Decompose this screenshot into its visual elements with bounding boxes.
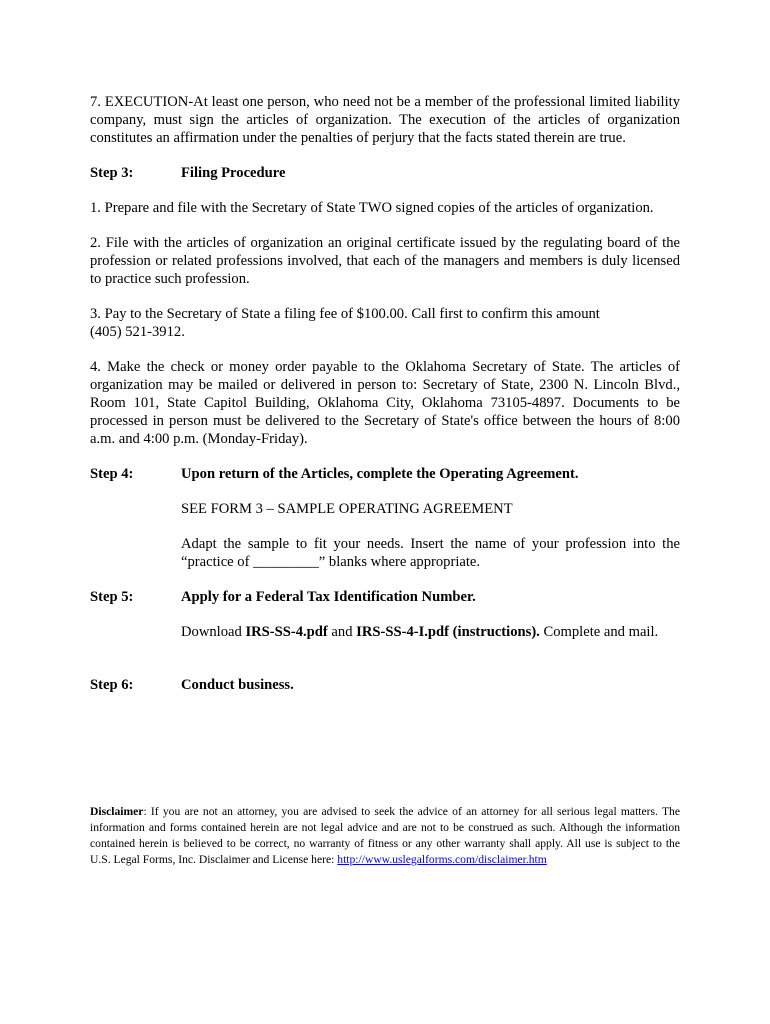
step4-adapt: Adapt the sample to fit your needs. Insert the name of your profession into the “practice of _________” blanks where appropriate. [181,536,680,570]
step3-item1: 1. Prepare and file with the Secretary of State TWO signed copies of the articles of organization. [90,200,654,216]
step4-title: Upon return of the Articles, complete the Operating Agreement. [181,466,579,482]
step5-heading [90,588,680,606]
step3-item3-line2: (405) 521-3912. [90,324,185,340]
step3-item4: 4. Make the check or money order payable to the Oklahoma Secretary of State. The articles of organization may be mailed or delivered in person to: Secretary of State, 2300 N. Lincoln Blvd., Room 101, State Capitol Building, Oklahoma City, Oklahoma 73105-4897. Documents to be processed in person must be delivered to the Secretary of State's office between the hours of 8:00 a.m. and 4:00 p.m. (Monday-Friday). [90,359,680,447]
step3-item3 [90,305,680,341]
step3-label: Step 3: [90,165,134,181]
disclaimer-link[interactable]: http://www.uslegalforms.com/disclaimer.htm [337,853,547,866]
download-prefix: Download [181,624,246,640]
irs-ss4-instructions-file: IRS-SS-4-I.pdf (instructions). [356,624,540,640]
step5-title: Apply for a Federal Tax Identification Number. [181,589,476,605]
and-text: and [327,624,357,640]
complete-and-mail: Complete and mail. [539,624,659,640]
step6-label: Step 6: [90,677,134,693]
document-body [90,93,680,694]
step4-heading [90,465,680,483]
disclaimer-text: : If you are not an attorney, you are advised to seek the advice of an attorney for all serious legal matters. The information and forms contained herein are not legal advice and are not to be construed as such. Although the information contained herein is believed to be correct, no warranty of fitness or any other warranty shall apply. All use is subject to the U.S. Legal Forms, Inc. Disclaimer and License here: [90,805,680,866]
step3-title: Filing Procedure [181,165,286,181]
disclaimer-label: Disclaimer [90,805,144,818]
step4-see-form: SEE FORM 3 – SAMPLE OPERATING AGREEMENT [181,501,513,517]
step5-label: Step 5: [90,589,134,605]
step3-item2: 2. File with the articles of organization an original certificate issued by the regulating board of the profession or related professions involved, that each of the managers and members is duly licensed to practice such profession. [90,235,680,287]
step3-heading [90,164,680,182]
step6-title: Conduct business. [181,677,294,693]
step3-item3-line1: 3. Pay to the Secretary of State a filing fee of $100.00. Call first to confirm this amount [90,306,600,322]
step5-download-line [181,623,680,641]
disclaimer [90,804,680,868]
step6-heading [90,676,680,694]
irs-ss4-file: IRS-SS-4.pdf [245,624,328,640]
step4-label: Step 4: [90,466,134,482]
execution-paragraph: 7. EXECUTION-At least one person, who need not be a member of the professional limited liability company, must sign the articles of organization. The execution of the articles of organization constitutes an affirmation under the penalties of perjury that the facts stated therein are true. [90,94,680,146]
